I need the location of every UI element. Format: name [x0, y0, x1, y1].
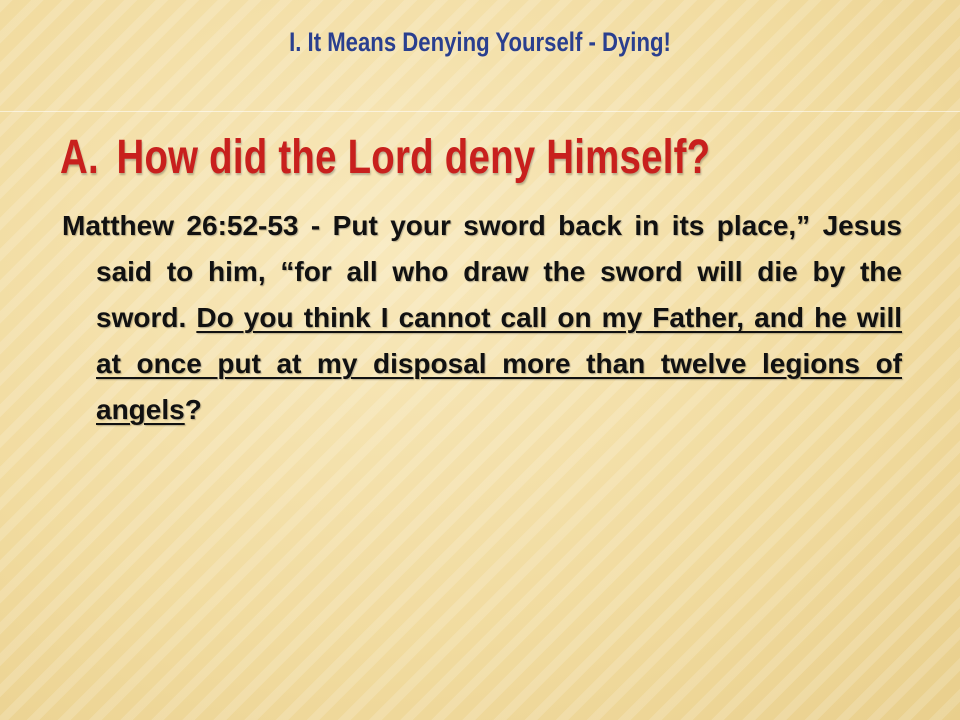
- subheading-text: How did the Lord deny Himself?: [116, 131, 711, 184]
- scripture-passage: [62, 203, 902, 433]
- passage-ending: ?: [184, 394, 202, 425]
- subheading: [60, 130, 710, 185]
- subheading-marker: A.: [60, 131, 99, 184]
- passage-intro: Matthew 26:52-53 - Put your sword back in its place,” Jesus said to him, “for all who draw the sword will die by the sword.: [62, 210, 902, 333]
- title-divider: [0, 111, 960, 112]
- slide-title: I. It Means Denying Yourself - Dying!: [289, 27, 671, 57]
- passage-underlined-quote: Do you think I cannot call on my Father, and he will at once put at my disposal more than twelve legions of angels: [96, 302, 903, 425]
